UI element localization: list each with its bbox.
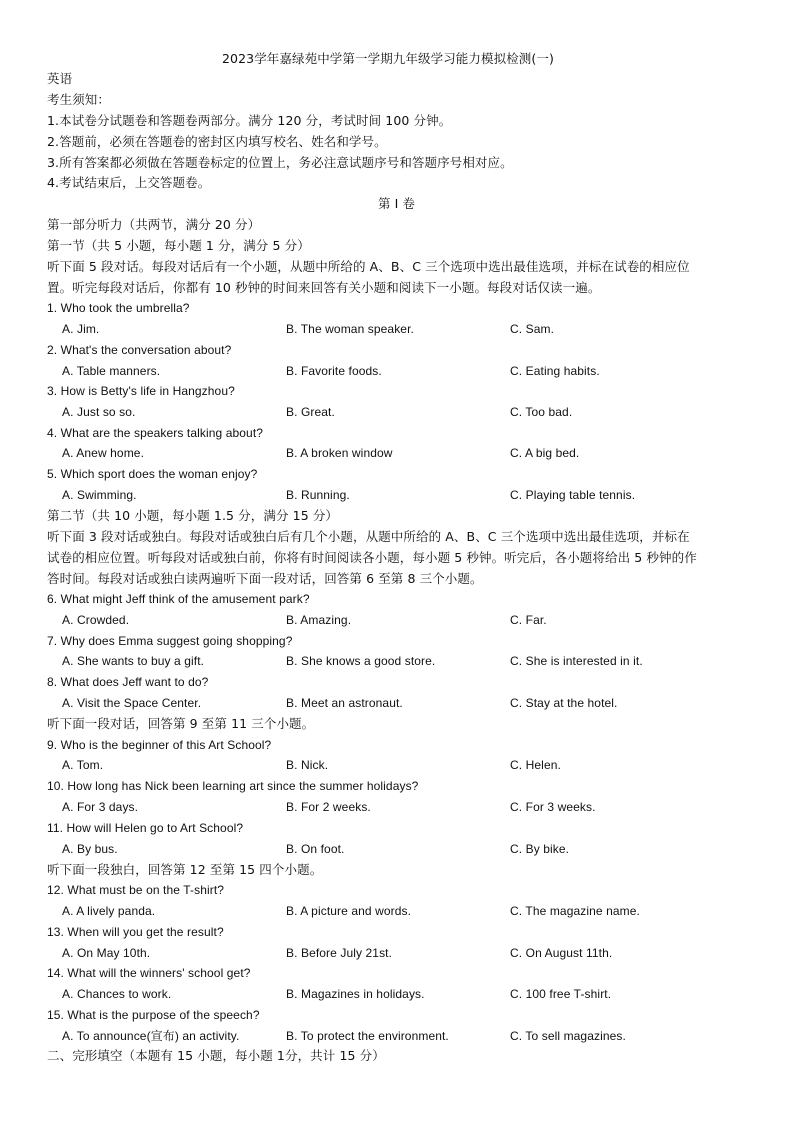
option-a: A. For 3 days. [62, 800, 139, 814]
option-c: C. Sam. [510, 322, 555, 336]
option-a: A. She wants to buy a gift. [62, 654, 205, 668]
option-b: B. A picture and words. [286, 904, 412, 918]
section1-instruction: 置。听完每段对话后，你都有 10 秒钟的时间来回答有关小题和阅读下一小题。每段对话仅读一遍。 [47, 280, 601, 295]
option-a: A. On May 10th. [62, 946, 151, 960]
question-text: 8. What does Jeff want to do? [47, 675, 209, 689]
option-b: B. A broken window [286, 446, 393, 460]
volume-heading: 第 I 卷 [378, 196, 416, 211]
question-text: 4. What are the speakers talking about? [47, 426, 264, 440]
question-text: 5. Which sport does the woman enjoy? [47, 467, 258, 481]
option-a: A. Crowded. [62, 613, 130, 627]
option-c: C. Eating habits. [510, 364, 600, 378]
option-b: B. Nick. [286, 758, 329, 772]
option-a: A. Anew home. [62, 446, 145, 460]
section2-subinstruction: 听下面一段对话，回答第 9 至第 11 三个小题。 [47, 716, 315, 731]
notice-item: 2.答题前，必须在答题卷的密封区内填写校名、姓名和学号。 [47, 134, 387, 149]
question-text: 13. When will you get the result? [47, 925, 224, 939]
option-b: B. On foot. [286, 842, 345, 856]
option-a: A. Tom. [62, 758, 104, 772]
option-c: C. To sell magazines. [510, 1029, 626, 1043]
option-a: A. Just so so. [62, 405, 136, 419]
option-b: B. Meet an astronaut. [286, 696, 403, 710]
section1-heading: 第一节（共 5 小题，每小题 1 分，满分 5 分） [47, 238, 310, 253]
option-c: C. The magazine name. [510, 904, 640, 918]
option-b: B. Great. [286, 405, 335, 419]
question-text: 15. What is the purpose of the speech? [47, 1008, 260, 1022]
question-text: 1. Who took the umbrella? [47, 301, 190, 315]
option-b: B. Amazing. [286, 613, 352, 627]
section2-heading: 第二节（共 10 小题，每小题 1.5 分，满分 15 分） [47, 508, 339, 523]
option-b: B. Magazines in holidays. [286, 987, 425, 1001]
option-a: A. Chances to work. [62, 987, 172, 1001]
option-b: B. To protect the environment. [286, 1029, 449, 1043]
section2-instruction: 试卷的相应位置。听每段对话或独白前，你将有时间阅读各小题，每小题 5 秒钟。听完后，各小题将给出 5 秒钟的作 [47, 550, 697, 565]
option-a: A. To announce(宣布) an activity. [62, 1029, 240, 1043]
option-a: A. By bus. [62, 842, 118, 856]
option-c: C. 100 free T-shirt. [510, 987, 612, 1001]
option-c: C. Stay at the hotel. [510, 696, 618, 710]
subject-label: 英语 [47, 71, 73, 86]
option-a: A. Jim. [62, 322, 100, 336]
question-text: 14. What will the winners' school get? [47, 966, 251, 980]
option-c: C. Helen. [510, 758, 561, 772]
option-a: A. Visit the Space Center. [62, 696, 202, 710]
option-c: C. Too bad. [510, 405, 573, 419]
option-b: B. Before July 21st. [286, 946, 393, 960]
notice-item: 4.考试结束后，上交答题卷。 [47, 175, 211, 190]
question-text: 12. What must be on the T-shirt? [47, 883, 225, 897]
option-c: C. Playing table tennis. [510, 488, 636, 502]
option-c: C. A big bed. [510, 446, 580, 460]
question-text: 6. What might Jeff think of the amusement park? [47, 592, 310, 606]
notice-item: 3.所有答案都必须做在答题卷标定的位置上，务必注意试题序号和答题序号相对应。 [47, 155, 513, 170]
option-c: C. On August 11th. [510, 946, 613, 960]
question-text: 11. How will Helen go to Art School? [47, 821, 244, 835]
option-b: B. Running. [286, 488, 350, 502]
option-c: C. Far. [510, 613, 547, 627]
question-text: 9. Who is the beginner of this Art School? [47, 738, 272, 752]
option-c: C. For 3 weeks. [510, 800, 596, 814]
option-b: B. She knows a good store. [286, 654, 436, 668]
section1-instruction: 听下面 5 段对话。每段对话后有一个小题，从题中所给的 A、B、C 三个选项中选出最佳选项，并标在试卷的相应位 [47, 259, 690, 274]
notice-item: 1.本试卷分试题卷和答题卷两部分。满分 120 分，考试时间 100 分钟。 [47, 113, 452, 128]
section2-instruction: 答时间。每段对话或独白读两遍听下面一段对话，回答第 6 至第 8 三个小题。 [47, 571, 483, 586]
part2-heading: 二、完形填空（本题有 15 小题，每小题 1分，共计 15 分） [47, 1048, 385, 1063]
option-a: A. A lively panda. [62, 904, 156, 918]
section2-instruction: 听下面 3 段对话或独白。每段对话或独白后有几个小题，从题中所给的 A、B、C 三个选项中选出最佳选项，并标在 [47, 529, 690, 544]
exam-title: 2023学年嘉绿苑中学第一学期九年级学习能力模拟检测(一) [222, 51, 554, 66]
notice-heading: 考生须知： [47, 92, 111, 107]
question-text: 7. Why does Emma suggest going shopping? [47, 634, 293, 648]
option-b: B. For 2 weeks. [286, 800, 371, 814]
option-b: B. Favorite foods. [286, 364, 382, 378]
part1-heading: 第一部分听力（共两节，满分 20 分） [47, 217, 261, 232]
question-text: 10. How long has Nick been learning art since the summer holidays? [47, 779, 419, 793]
section2-subinstruction: 听下面一段独白，回答第 12 至第 15 四个小题。 [47, 862, 323, 877]
option-a: A. Table manners. [62, 364, 161, 378]
question-text: 2. What's the conversation about? [47, 343, 232, 357]
option-c: C. By bike. [510, 842, 570, 856]
question-text: 3. How is Betty's life in Hangzhou? [47, 384, 235, 398]
option-c: C. She is interested in it. [510, 654, 643, 668]
option-b: B. The woman speaker. [286, 322, 414, 336]
option-a: A. Swimming. [62, 488, 137, 502]
